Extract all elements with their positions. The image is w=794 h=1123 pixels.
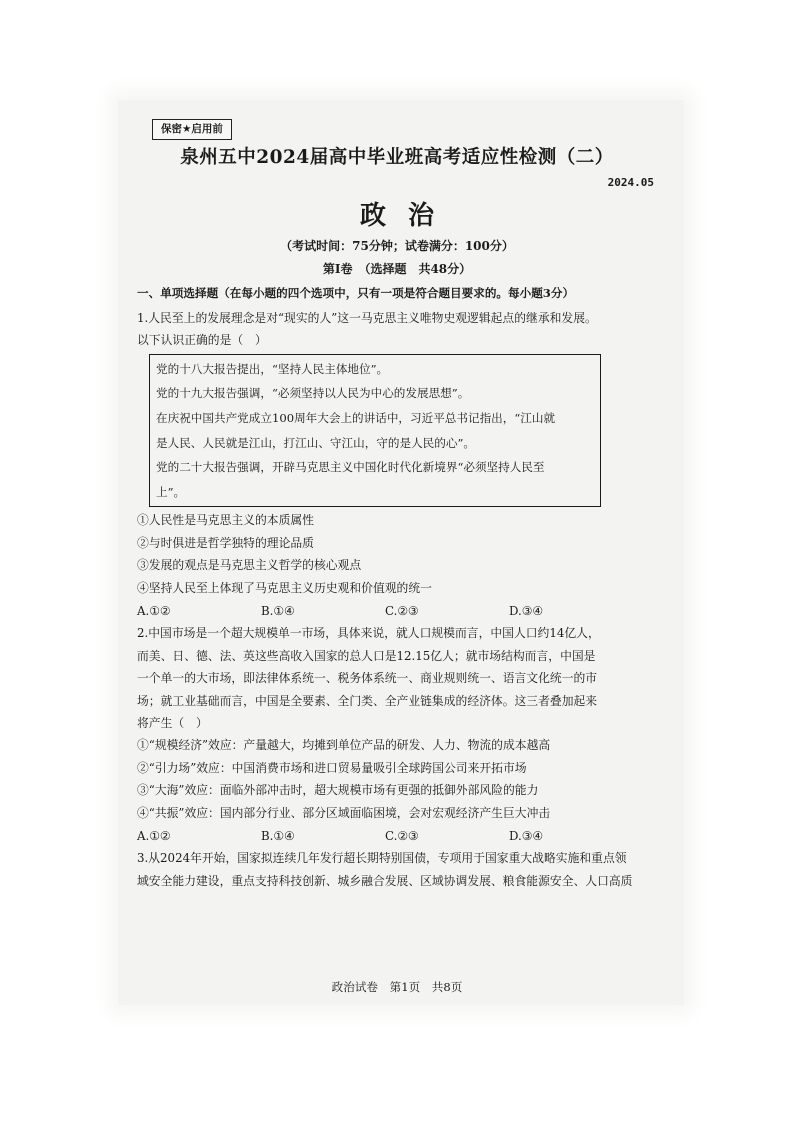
quote-line: 党的十九大报告强调，“必须坚持以人民为中心的发展思想”。 [156, 386, 470, 401]
quote-line: 党的十八大报告提出，“坚持人民主体地位”。 [156, 361, 389, 376]
choice-b: B.①④ [261, 829, 295, 844]
question-stem-line: 以下认识正确的是（ ） [137, 333, 267, 348]
question-stem-line: 一个单一的大市场，即法律体系统一、税务体系统一、商业规则统一、语言文化统一的市 [137, 671, 598, 686]
section-heading: 一、单项选择题（在每小题的四个选项中，只有一项是符合题目要求的。每小题3分） [137, 286, 575, 300]
option-4: ④坚持人民至上体现了马克思主义历史观和价值观的统一 [137, 580, 432, 595]
question-stem-line: 场；就工业基础而言，中国是全要素、全门类、全产业链集成的经济体。这三者叠加起来 [137, 693, 598, 708]
secret-label: 保密★启用前 [152, 119, 232, 140]
answer-choices [137, 825, 667, 847]
page-footer: 政治试卷 第1页 共8页 [331, 980, 463, 994]
option-3: ③“大海”效应：面临外部冲击时，超大规模市场有更强的抵御外部风险的能力 [137, 783, 539, 798]
quote-line: 是人民、人民就是江山，打江山、守江山，守的是人民的心”。 [156, 435, 475, 450]
choice-d: D.③④ [509, 604, 543, 618]
question-stem-line: 2.中国市场是一个超大规模单一市场，具体来说，就人口规模而言，中国人口约14亿人， [137, 626, 600, 641]
quote-line: 在庆祝中国共产党成立100周年大会上的讲话中，习近平总书记指出，“江山就 [156, 411, 556, 425]
question-2 [137, 622, 667, 847]
question-stem-line: 将产生（ ） [137, 716, 208, 731]
option-1: ①“规模经济”效应：产量越大，均摊到单位产品的研发、人力、物流的成本越高 [137, 738, 551, 753]
question-3 [137, 847, 667, 892]
option-3: ③发展的观点是马克思主义哲学的核心观点 [137, 558, 362, 573]
volume-heading: 第Ⅰ卷 （选择题 共48分） [322, 262, 472, 276]
question-stem-line: 3.从2024年开始，国家拟连续几年发行超长期特别国债，专项用于国家重大战略实施和重点领 [137, 851, 627, 866]
question-stem-line: 域安全能力建设，重点支持科技创新、城乡融合发展、区域协调发展、粮食能源安全、人口高质 [137, 873, 633, 888]
answer-choices [137, 600, 667, 622]
choice-a: A.①② [137, 604, 171, 618]
quote-box [149, 354, 601, 508]
exam-date: 2024.05 [607, 176, 654, 189]
questions [137, 307, 667, 892]
option-2: ②“引力场”效应：中国消费市场和进口贸易量吸引全球跨国公司来开拓市场 [137, 760, 527, 775]
choice-c: C.②③ [385, 604, 419, 618]
question-stem-line: 而美、日、德、法、英这些高收入国家的总人口是12.15亿人；就市场结构而言，中国是 [137, 648, 596, 663]
option-1: ①人民性是马克思主义的本质属性 [137, 513, 314, 528]
choice-c: C.②③ [385, 829, 419, 844]
exam-info: （考试时间：75分钟；试卷满分：100分） [280, 239, 514, 253]
choice-d: D.③④ [509, 829, 543, 844]
option-2: ②与时俱进是哲学独特的理论品质 [137, 535, 314, 550]
exam-title: 泉州五中2024届高中毕业班高考适应性检测（二） [180, 147, 614, 168]
choice-a: A.①② [137, 829, 171, 844]
quote-line: 党的二十大报告强调，开辟马克思主义中国化时代化新境界“必须坚持人民至 [156, 460, 545, 475]
question-stem-line: 1.人民至上的发展理念是对“现实的人”这一马克思主义唯物史观逻辑起点的继承和发展。 [137, 311, 597, 325]
question-1 [137, 307, 667, 622]
option-4: ④“共振”效应：国内部分行业、部分区域面临困境，会对宏观经济产生巨大冲击 [137, 805, 551, 820]
quote-line: 上”。 [156, 484, 186, 499]
choice-b: B.①④ [261, 604, 295, 618]
subject-title: 政治 [359, 201, 456, 231]
